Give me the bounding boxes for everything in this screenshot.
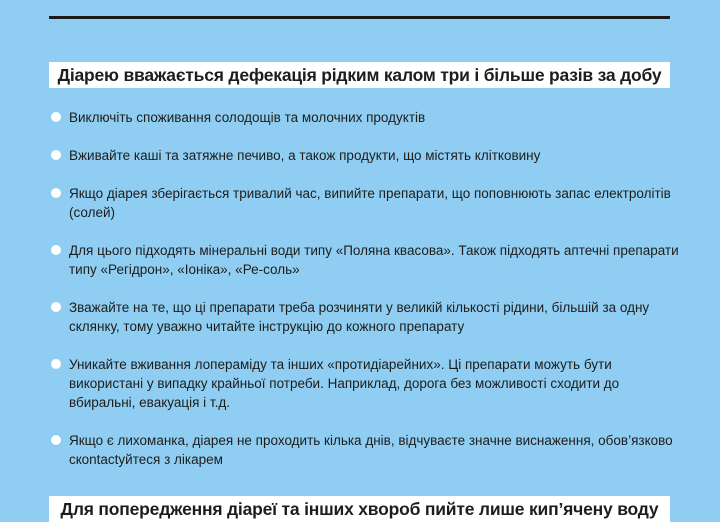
bullet-dot-icon (51, 359, 61, 369)
tip-item (49, 298, 679, 336)
tip-item (49, 146, 679, 165)
tip-text: Якщо діарея зберігається тривалий час, випийте препарати, що поповнюють запас електролітів (солей) (69, 186, 671, 220)
tip-text: Якщо є лихоманка, діарея не проходить кілька днів, відчуваєте значне виснаження, обов’язково скontactуйтеся з лікарем (69, 433, 673, 467)
tip-text: Уникайте вживання лопераміду та інших «протидіарейних». Ці препарати можуть бути використані у випадку крайньої потреби. Наприклад, дорога без можливості сходити до вбиральні, евакуація і т.д. (69, 357, 620, 410)
bullet-dot-icon (51, 188, 61, 198)
bullet-dot-icon (51, 435, 61, 445)
bullet-dot-icon (51, 245, 61, 255)
bullet-dot-icon (51, 150, 61, 160)
tip-item (49, 431, 679, 469)
heading-banner (49, 62, 670, 88)
heading-text: Діарею вважається дефекація рідким калом три і більше разів за добу (57, 64, 662, 85)
tip-item (49, 241, 679, 279)
footer-banner (49, 496, 670, 522)
tip-text: Для цього підходять мінеральні води типу «Поляна квасова». Також підходять аптечні препарати типу «Регідрон», «Іоніка», «Ре-соль» (69, 243, 679, 277)
tip-text: Зважайте на те, що ці препарати треба розчиняти у великій кількості рідини, більшій за одну склянку, тому уважно читайте інструкцію до кожного препарату (69, 300, 650, 334)
tips-list (49, 108, 679, 488)
top-divider (49, 16, 670, 19)
tip-item (49, 355, 679, 412)
tip-item (49, 108, 679, 127)
footer-text: Для попередження діареї та інших хвороб пийте лише кип’ячену воду (60, 498, 659, 519)
tip-text: Виключіть споживання солодощів та молочних продуктів (69, 110, 426, 125)
bullet-dot-icon (51, 302, 61, 312)
tip-text: Вживайте каші та затяжне печиво, а також продукти, що містять клітковину (69, 148, 541, 163)
tip-item (49, 184, 679, 222)
bullet-dot-icon (51, 112, 61, 122)
